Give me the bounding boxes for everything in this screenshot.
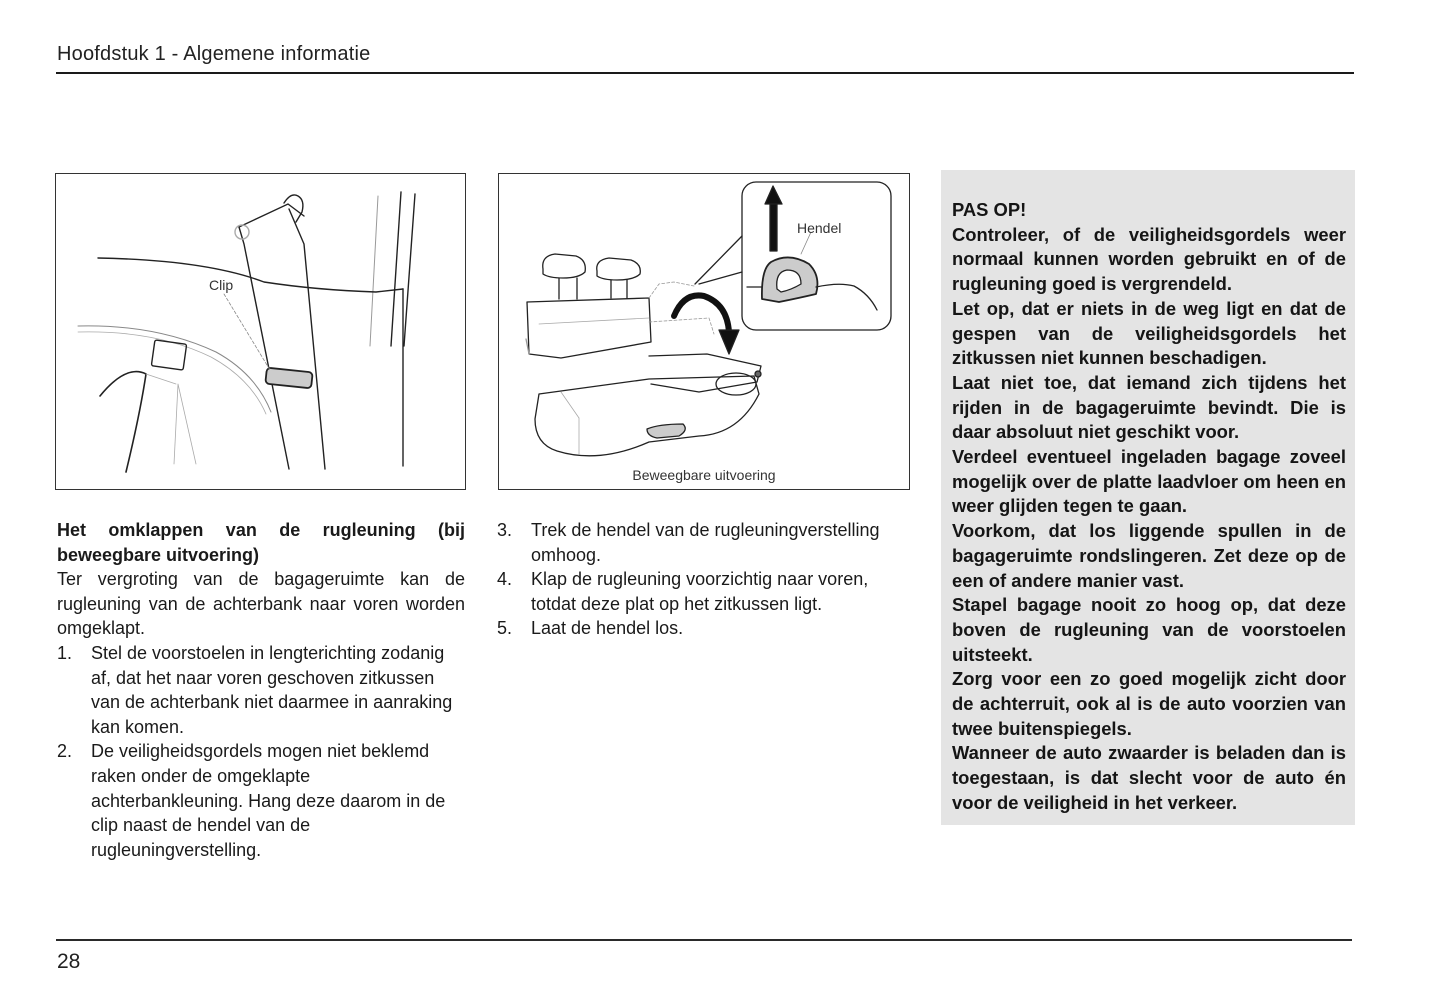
- warning-paragraph: Wanneer de auto zwaarder is beladen dan is toegestaan, is dat slecht voor de auto én voor de veiligheid in het verkeer.: [952, 742, 1346, 813]
- section-heading: Het omklappen van de rugleuning (bij beweegbare uitvoering): [57, 520, 465, 565]
- warning-paragraph: Voorkom, dat los liggende spullen in de bagageruimte rondslingeren. Zet deze op de een of andere manier vast.: [952, 520, 1346, 591]
- step-number: 1.: [57, 642, 73, 663]
- warning-paragraph: Stapel bagage nooit zo hoog op, dat deze boven de rugleuning van de voorstoelen uitsteekt.: [952, 594, 1346, 665]
- step-item: [57, 739, 465, 862]
- step-text: Stel de voorstoelen in lengterichting zodanig af, dat het naar voren geschoven zitkussen van de achterbank niet daarmee in aanraking kan komen.: [91, 642, 453, 737]
- page-number: 28: [57, 950, 81, 973]
- figure-caption: Beweegbare uitvoering: [632, 467, 776, 483]
- clip-label: Clip: [209, 277, 234, 293]
- warning-title: PAS OP!: [952, 199, 1027, 220]
- step-item: [497, 616, 909, 641]
- instructions-column-left: [57, 518, 465, 862]
- step-item: [497, 567, 909, 616]
- step-text: Trek de hendel van de rugleuningverstelling omhoog.: [531, 520, 880, 565]
- rear-seat-drawing: [499, 174, 909, 489]
- warning-paragraph: Let op, dat er niets in de weg ligt en dat de gespen van de veiligheidsgordels het zitkussen niet kunnen beschadigen.: [952, 297, 1346, 369]
- handle-label: Hendel: [797, 220, 842, 236]
- warning-box: [941, 170, 1355, 825]
- header-divider: [56, 72, 1354, 74]
- steps-list: [57, 641, 465, 862]
- steps-list-continued: [497, 518, 909, 641]
- step-number: 2.: [57, 741, 73, 762]
- section-intro: Ter vergroting van de bagageruimte kan de rugleuning van de achterbank naar voren worden omgeklapt.: [57, 569, 465, 639]
- step-item: [497, 518, 909, 567]
- instructions-column-middle: [497, 518, 909, 641]
- belt-clip-illustration: [55, 173, 466, 490]
- seatbelt-clip-drawing: [56, 174, 465, 489]
- warning-paragraph: Verdeel eventueel ingeladen bagage zoveel mogelijk over de platte laadvloer om heen en weer glijden tegen te gaan.: [952, 446, 1346, 517]
- step-item: [57, 641, 465, 739]
- footer-divider: [56, 939, 1352, 941]
- warning-paragraph: Laat niet toe, dat iemand zich tijdens het rijden in de bagageruimte bevindt. Die is daar absoluut niet geschikt voor.: [952, 371, 1346, 443]
- seat-fold-illustration: [498, 173, 910, 490]
- step-number: 4.: [497, 569, 513, 590]
- chapter-title: Hoofdstuk 1 - Algemene informatie: [57, 43, 371, 65]
- step-text: Laat de hendel los.: [531, 618, 684, 639]
- step-text: De veiligheidsgordels mogen niet beklemd raken onder de omgeklapte achterbankleuning. Hang deze daarom in de clip naast de hendel van de rugleuningverstelling.: [91, 741, 446, 860]
- step-number: 3.: [497, 520, 513, 540]
- warning-paragraph: Zorg voor een zo goed mogelijk zicht door de achterruit, ook al is de auto voorzien van twee buitenspiegels.: [952, 668, 1346, 739]
- step-number: 5.: [497, 618, 513, 639]
- warning-paragraph: Controleer, of de veiligheidsgordels weer normaal kunnen worden gebruikt en of de rugleuning goed is vergrendeld.: [952, 223, 1346, 295]
- step-text: Klap de rugleuning voorzichtig naar voren, totdat deze plat op het zitkussen ligt.: [531, 569, 869, 614]
